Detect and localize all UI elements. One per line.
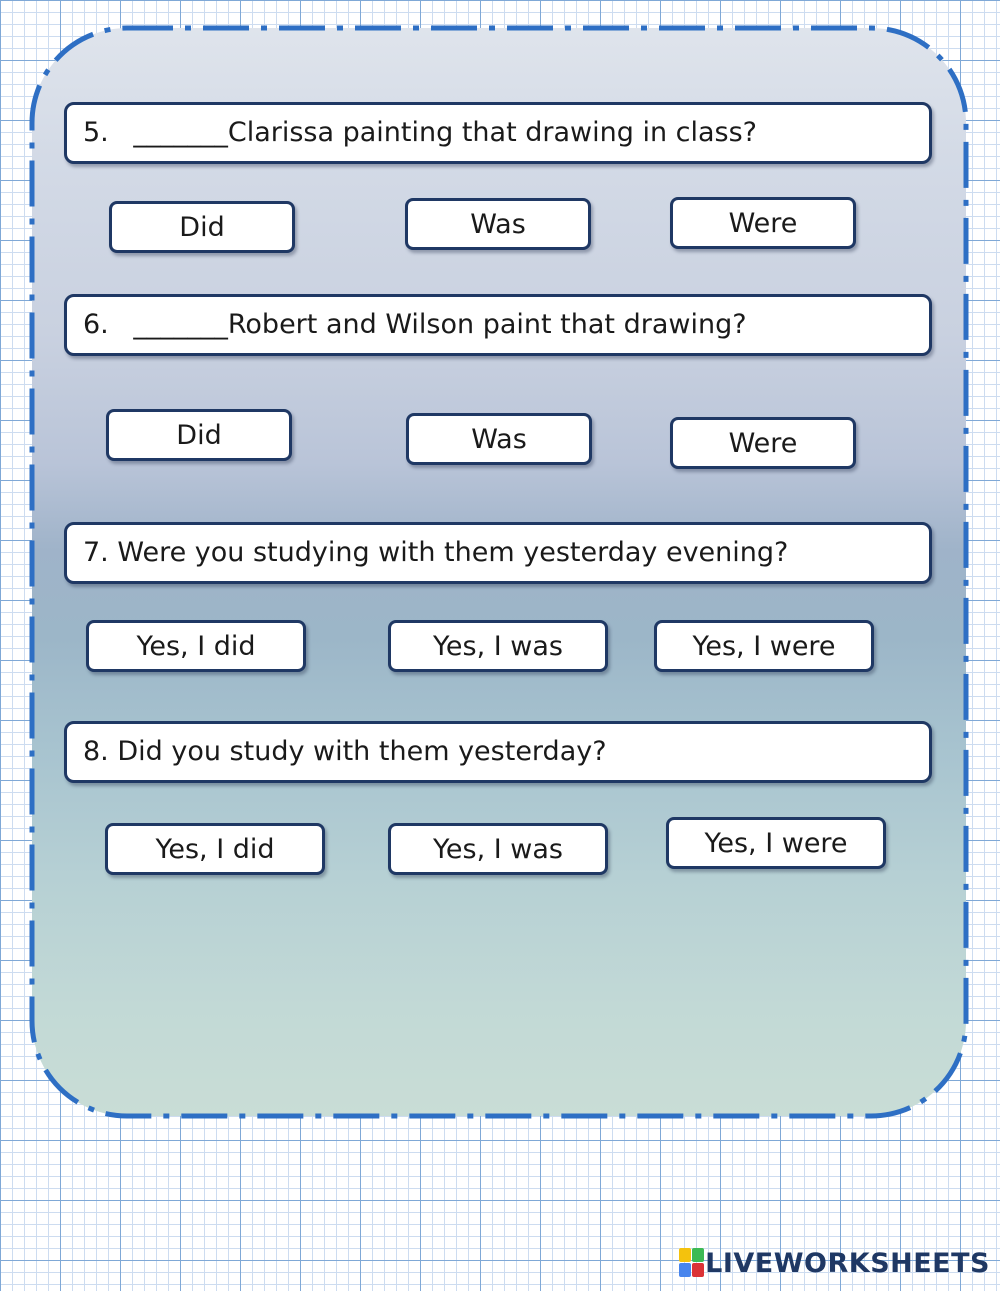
liveworksheets-logo-icon — [679, 1248, 705, 1278]
question-5-box — [64, 102, 932, 164]
q6-option-were[interactable]: Were — [670, 417, 856, 469]
q7-option-yes-i-were[interactable]: Yes, I were — [654, 620, 874, 672]
liveworksheets-logo — [679, 1247, 990, 1279]
q5-option-were[interactable]: Were — [670, 197, 856, 249]
q6-option-was[interactable]: Was — [406, 413, 592, 465]
question-text: Clarissa painting that drawing in class? — [227, 117, 758, 148]
question-number: 5. — [83, 117, 109, 148]
answer-blank: _______ — [133, 309, 228, 340]
q5-option-was[interactable]: Was — [405, 198, 591, 250]
q8-option-yes-i-was[interactable]: Yes, I was — [388, 823, 608, 875]
question-6-box — [64, 294, 932, 356]
question-number: 6. — [83, 309, 109, 340]
q6-option-did[interactable]: Did — [106, 409, 292, 461]
question-7-box — [64, 522, 932, 584]
question-8-box — [64, 721, 932, 783]
question-text: 8. Did you study with them yesterday? — [83, 736, 607, 767]
question-text: 7. Were you studying with them yesterday evening? — [83, 537, 789, 568]
q7-option-yes-i-was[interactable]: Yes, I was — [388, 620, 608, 672]
logo-text: LIVEWORKSHEETS — [705, 1247, 990, 1279]
q8-option-yes-i-did[interactable]: Yes, I did — [105, 823, 325, 875]
question-text: Robert and Wilson paint that drawing? — [227, 309, 747, 340]
q5-option-did[interactable]: Did — [109, 201, 295, 253]
answer-blank: _______ — [133, 117, 228, 148]
q8-option-yes-i-were[interactable]: Yes, I were — [666, 817, 886, 869]
q7-option-yes-i-did[interactable]: Yes, I did — [86, 620, 306, 672]
